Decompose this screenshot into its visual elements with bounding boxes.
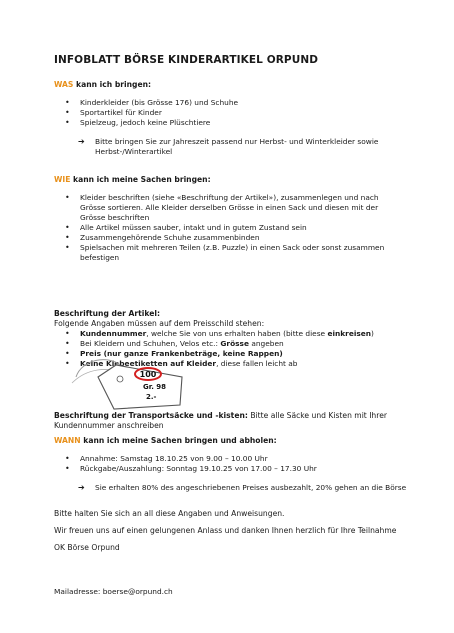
section-wie-heading	[54, 175, 211, 184]
transport-heading: Beschriftung der Transportsäcke und -kisten:	[54, 411, 248, 420]
was-note-text: Bitte bringen Sie zur Jahreszeit passend nur Herbst- und Winterkleider sowie Herbst-/Winterartikel	[95, 137, 379, 156]
transport-paragraph	[54, 411, 404, 431]
tag-size: Gr. 98	[143, 383, 167, 391]
list-item: • Bei Kleidern und Schuhen, Velos etc.: Grösse angeben	[54, 339, 399, 349]
page-title: INFOBLATT BÖRSE KINDERARTIKEL ORPUND	[54, 54, 319, 66]
wann-heading-rest: kann ich meine Sachen bringen und abholen:	[80, 436, 277, 445]
transport-text: Bitte alle Säcke und Kisten mit Ihrer Kundennummer anschreiben	[54, 411, 387, 430]
tag-number: 100	[139, 370, 157, 379]
list-item: • Kleider beschriften (siehe «Beschriftung der Artikel»), zusammenlegen und nach Grösse sortieren. Alle Kleider derselben Grösse in einen Sack und diesen mit der Grösse beschriften	[54, 193, 399, 223]
wann-note-text: Sie erhalten 80% des angeschriebenen Preises ausbezahlt, 20% gehen an die Börse	[95, 483, 407, 492]
closing-line-2: Wir freuen uns auf einen gelungenen Anlass und danken Ihnen herzlich für Ihre Teilnahme	[54, 526, 397, 535]
list-item: • Spielsachen mit mehreren Teilen (z.B. Puzzle) in einen Sack oder sonst zusammen befestigen	[54, 243, 399, 263]
wie-keyword: WIE	[54, 175, 71, 184]
section-was-heading	[54, 80, 151, 89]
list-item: • Sportartikel für Kinder	[54, 108, 399, 118]
closing-line-1: Bitte halten Sie sich an all diese Angaben und Anweisungen.	[54, 509, 285, 518]
list-item: • Kinderkleider (bis Grösse 176) und Schuhe	[54, 98, 399, 108]
list-item: • Alle Artikel müssen sauber, intakt und in gutem Zustand sein	[54, 223, 399, 233]
wann-keyword: WANN	[54, 436, 81, 445]
beschriftung-intro: Folgende Angaben müssen auf dem Preisschild stehen:	[54, 319, 265, 328]
list-item: • Rückgabe/Auszahlung: Sonntag 19.10.25 von 17.00 – 17.30 Uhr	[54, 464, 399, 474]
arrow-right-icon: ➔	[78, 137, 85, 146]
list-item: • Zusammengehörende Schuhe zusammenbinden	[54, 233, 399, 243]
was-note	[78, 137, 415, 157]
wann-list	[54, 454, 399, 474]
wie-heading-rest: kann ich meine Sachen bringen:	[70, 175, 211, 184]
list-item: • Keine Klebeetiketten auf Kleider, diese fallen leicht ab	[54, 359, 399, 369]
closing-signature: OK Börse Orpund	[54, 543, 120, 552]
tag-hole	[117, 376, 123, 382]
list-item: • Kundennummer, welche Sie von uns erhalten haben (bitte diese einkreisen)	[54, 329, 399, 339]
wann-note	[78, 483, 415, 493]
list-item: • Spielzeug, jedoch keine Plüschtiere	[54, 118, 399, 128]
list-item: • Preis (nur ganze Frankenbeträge, keine Rappen)	[54, 349, 399, 359]
tag-price: 2.-	[146, 393, 157, 401]
wie-list	[54, 193, 399, 263]
price-tag-illustration	[68, 355, 186, 411]
section-wann-heading	[54, 436, 277, 445]
list-item: • Annahme: Samstag 18.10.25 von 9.00 – 10.00 Uhr	[54, 454, 399, 464]
arrow-right-icon: ➔	[78, 483, 85, 492]
was-heading-rest: kann ich bringen:	[73, 80, 152, 89]
was-list	[54, 98, 399, 128]
beschriftung-heading: Beschriftung der Artikel:	[54, 309, 161, 318]
footer-email: Mailadresse: boerse@orpund.ch	[54, 587, 173, 596]
was-keyword: WAS	[54, 80, 74, 89]
